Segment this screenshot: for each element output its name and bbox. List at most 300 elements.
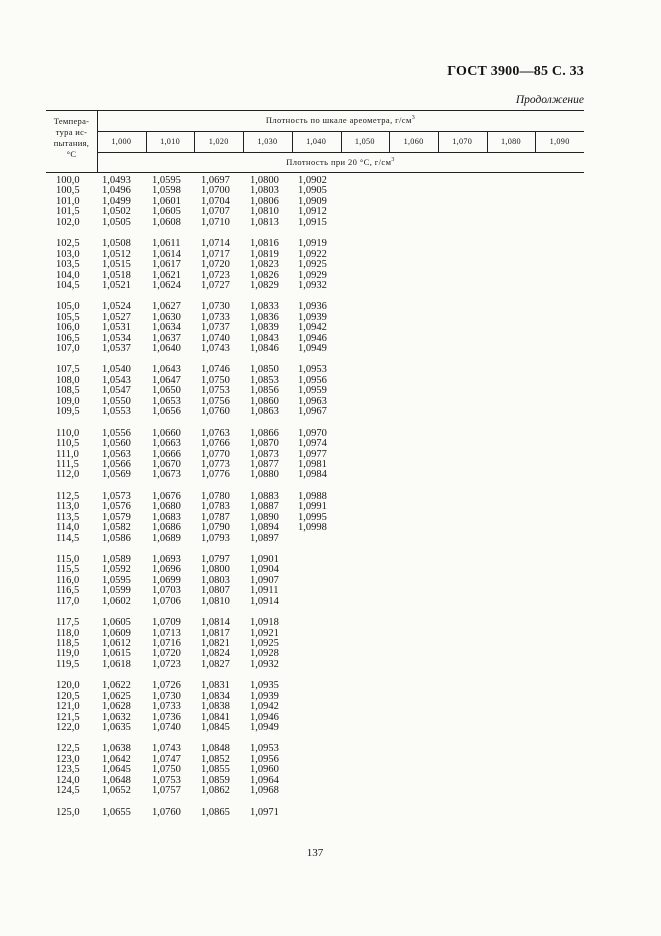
density-cell: 1,0625 — [102, 690, 131, 702]
table-row — [46, 660, 584, 670]
density-cell: 1,0624 — [152, 279, 181, 291]
density-cell: 1,0914 — [250, 595, 279, 607]
temperature-cell: 107,0 — [56, 343, 80, 355]
density-cell: 1,0991 — [298, 501, 327, 513]
density-cell: 1,0760 — [152, 806, 181, 818]
density-cell: 1,0953 — [298, 364, 327, 376]
density-cell: 1,0873 — [250, 448, 279, 460]
density-cell: 1,0713 — [152, 627, 181, 639]
temperature-cell: 105,5 — [56, 311, 80, 323]
density-cell: 1,0726 — [152, 680, 181, 692]
density-cell: 1,0946 — [298, 332, 327, 344]
temperature-cell: 121,0 — [56, 701, 80, 713]
density-cell: 1,0605 — [102, 617, 131, 629]
density-cell: 1,0524 — [102, 301, 131, 313]
temperature-cell: 104,0 — [56, 269, 80, 281]
row-group — [46, 365, 584, 417]
density-cell: 1,0720 — [201, 259, 230, 271]
density-cell: 1,0807 — [201, 585, 230, 597]
density-cell: 1,0894 — [250, 522, 279, 534]
row-group — [46, 744, 584, 796]
density-cell: 1,0838 — [201, 701, 230, 713]
table-row — [46, 470, 584, 480]
density-cell: 1,0696 — [152, 564, 181, 576]
density-cell: 1,0730 — [201, 301, 230, 313]
temperature-cell: 109,5 — [56, 406, 80, 418]
density-cell: 1,0746 — [201, 364, 230, 376]
density-cell: 1,0612 — [102, 638, 131, 649]
density-cell: 1,0553 — [102, 406, 131, 418]
density-cell: 1,0592 — [102, 564, 131, 576]
temperature-cell: 120,0 — [56, 680, 80, 692]
table-body — [46, 176, 584, 829]
density-cell: 1,0865 — [201, 806, 230, 818]
density-cell: 1,0829 — [250, 279, 279, 291]
density-cell: 1,0730 — [152, 690, 181, 702]
density-cell: 1,0817 — [201, 627, 230, 639]
density-cell: 1,0723 — [152, 658, 181, 670]
temperature-cell: 117,0 — [56, 595, 80, 607]
density-cell: 1,0733 — [152, 701, 181, 713]
density-cell: 1,0929 — [298, 269, 327, 281]
hydrometer-value-cell: 1,040 — [306, 137, 327, 146]
density-cell: 1,0634 — [152, 322, 181, 334]
temperature-cell: 118,0 — [56, 627, 80, 639]
density-cell: 1,0984 — [298, 469, 327, 481]
temperature-cell: 124,5 — [56, 785, 80, 797]
density-cell: 1,0611 — [152, 238, 181, 250]
density-cell: 1,0716 — [152, 638, 181, 649]
table-row — [46, 439, 584, 449]
temperature-cell: 106,0 — [56, 322, 80, 334]
density-cell: 1,0925 — [298, 259, 327, 271]
temperature-cell: 110,0 — [56, 427, 80, 439]
density-cell: 1,0823 — [250, 259, 279, 271]
density-cell: 1,0704 — [201, 195, 230, 207]
temperature-cell: 110,5 — [56, 438, 80, 450]
density-cell: 1,0502 — [102, 206, 131, 218]
temperature-cell: 100,5 — [56, 185, 80, 197]
density-cell: 1,0599 — [102, 585, 131, 597]
temperature-cell: 119,0 — [56, 648, 80, 660]
density-cell: 1,0518 — [102, 269, 131, 281]
temperature-cell: 103,5 — [56, 259, 80, 271]
table-row — [46, 218, 584, 228]
temperature-cell: 119,5 — [56, 658, 80, 670]
table-row — [46, 534, 584, 544]
density-cell: 1,0935 — [250, 680, 279, 692]
hydrometer-value-cell: 1,050 — [354, 137, 375, 146]
table-row — [46, 723, 584, 733]
density-cell: 1,0697 — [201, 175, 230, 186]
density-cell: 1,0733 — [201, 311, 230, 323]
density-cell: 1,0757 — [152, 785, 181, 797]
temperature-cell: 113,0 — [56, 501, 80, 513]
density-cell: 1,0531 — [102, 322, 131, 334]
density-cell: 1,0977 — [298, 448, 327, 460]
density-cell: 1,0689 — [152, 532, 181, 544]
row-group — [46, 492, 584, 544]
density-cell: 1,0707 — [201, 206, 230, 218]
density-cell: 1,0663 — [152, 438, 181, 450]
density-cell: 1,0816 — [250, 238, 279, 250]
temperature-cell: 122,0 — [56, 722, 80, 734]
density-cell: 1,0862 — [201, 785, 230, 797]
density-cell: 1,0653 — [152, 395, 181, 407]
density-cell: 1,0901 — [250, 553, 279, 565]
density-cell: 1,0942 — [298, 322, 327, 334]
density-cell: 1,0673 — [152, 469, 181, 481]
density-cell: 1,0905 — [298, 185, 327, 197]
density-cell: 1,0496 — [102, 185, 131, 197]
density-cell: 1,0582 — [102, 522, 131, 534]
temperature-cell: 121,5 — [56, 711, 80, 723]
temperature-cell: 124,0 — [56, 774, 80, 786]
density-cell: 1,0942 — [250, 701, 279, 713]
temperature-cell: 125,0 — [56, 806, 80, 818]
density-cell: 1,0877 — [250, 458, 279, 470]
density-cell: 1,0856 — [250, 385, 279, 397]
density-cell: 1,0615 — [102, 648, 131, 660]
density-cell: 1,0904 — [250, 564, 279, 576]
density-cell: 1,0660 — [152, 427, 181, 439]
density-cell: 1,0810 — [201, 595, 230, 607]
density-cell: 1,0850 — [250, 364, 279, 376]
temperature-cell: 115,0 — [56, 553, 80, 565]
density-cell: 1,0836 — [250, 311, 279, 323]
density-cell: 1,0666 — [152, 448, 181, 460]
density-cell: 1,0540 — [102, 364, 131, 376]
table-header — [46, 110, 584, 172]
density-cell: 1,0974 — [298, 438, 327, 450]
density-cell: 1,0813 — [250, 216, 279, 228]
density-cell: 1,0922 — [298, 248, 327, 260]
density-cell: 1,0790 — [201, 522, 230, 534]
density-cell: 1,0883 — [250, 490, 279, 502]
density-cell: 1,0720 — [152, 648, 181, 660]
hydrometer-value-cell: 1,060 — [403, 137, 424, 146]
temperature-cell: 114,5 — [56, 532, 80, 544]
density-cell: 1,0953 — [250, 743, 279, 755]
density-cell: 1,0912 — [298, 206, 327, 218]
density-cell: 1,0747 — [152, 753, 181, 765]
density-cell: 1,0756 — [201, 395, 230, 407]
density-cell: 1,0753 — [201, 385, 230, 397]
temperature-cell: 115,5 — [56, 564, 80, 576]
density-cell: 1,0740 — [201, 332, 230, 344]
density-cell: 1,0870 — [250, 438, 279, 450]
density-cell: 1,0652 — [102, 785, 131, 797]
density-cell: 1,0981 — [298, 458, 327, 470]
density-cell: 1,0743 — [201, 343, 230, 355]
density-cell: 1,0890 — [250, 511, 279, 523]
table-row — [46, 260, 584, 270]
density-cell: 1,0949 — [298, 343, 327, 355]
temperature-cell: 112,0 — [56, 469, 80, 481]
density-cell: 1,0656 — [152, 406, 181, 418]
row-group — [46, 429, 584, 481]
temperature-cell: 107,5 — [56, 364, 80, 376]
density-cell: 1,0855 — [201, 764, 230, 776]
hydrometer-scale-header: Плотность по шкале ареометра, $г/см^3$ — [265, 115, 416, 125]
row-group — [46, 176, 584, 228]
row-group — [46, 555, 584, 607]
density-cell: 1,0848 — [201, 743, 230, 755]
density-cell: 1,0621 — [152, 269, 181, 281]
table-row — [46, 407, 584, 417]
density-cell: 1,0710 — [201, 216, 230, 228]
temperature-cell: 117,5 — [56, 617, 80, 629]
density-cell: 1,0643 — [152, 364, 181, 376]
hydrometer-value-cell: 1,080 — [500, 137, 521, 146]
density-cell: 1,0793 — [201, 532, 230, 544]
density-cell: 1,0833 — [250, 301, 279, 313]
temperature-column-header: Темпера- тура ис- пытания, °С — [53, 116, 90, 159]
document-reference: ГОСТ 3900—85 С. 33 — [447, 64, 584, 79]
density-cell: 1,0556 — [102, 427, 131, 439]
density-cell: 1,0860 — [250, 395, 279, 407]
density-cell: 1,0534 — [102, 332, 131, 344]
density-cell: 1,0703 — [152, 585, 181, 597]
density-cell: 1,0800 — [250, 175, 279, 186]
density-at-20-header: Плотность при 20 °С, $г/см^3$ — [286, 157, 395, 167]
temperature-cell: 101,5 — [56, 206, 80, 218]
density-cell: 1,0608 — [152, 216, 181, 228]
density-cell: 1,0843 — [250, 332, 279, 344]
density-cell: 1,0601 — [152, 195, 181, 207]
density-cell: 1,0949 — [250, 722, 279, 734]
density-cell: 1,0680 — [152, 501, 181, 513]
density-cell: 1,0717 — [201, 248, 230, 260]
density-cell: 1,0824 — [201, 648, 230, 660]
density-cell: 1,0918 — [250, 617, 279, 629]
density-cell: 1,0750 — [152, 764, 181, 776]
density-cell: 1,0925 — [250, 638, 279, 649]
density-cell: 1,0911 — [250, 585, 279, 597]
density-cell: 1,0609 — [102, 627, 131, 639]
density-cell: 1,0936 — [298, 301, 327, 313]
density-cell: 1,0614 — [152, 248, 181, 260]
density-cell: 1,0563 — [102, 448, 131, 460]
density-cell: 1,0852 — [201, 753, 230, 765]
density-cell: 1,0939 — [250, 690, 279, 702]
density-cell: 1,0866 — [250, 427, 279, 439]
temperature-cell: 102,5 — [56, 238, 80, 250]
density-cell: 1,0988 — [298, 490, 327, 502]
density-cell: 1,0627 — [152, 301, 181, 313]
temperature-cell: 120,5 — [56, 690, 80, 702]
density-cell: 1,0915 — [298, 216, 327, 228]
density-cell: 1,0810 — [250, 206, 279, 218]
density-cell: 1,0902 — [298, 175, 327, 186]
density-cell: 1,0537 — [102, 343, 131, 355]
row-group — [46, 302, 584, 354]
density-cell: 1,0579 — [102, 511, 131, 523]
density-cell: 1,0740 — [152, 722, 181, 734]
density-cell: 1,0970 — [298, 427, 327, 439]
continuation-label: Продолжение — [515, 94, 584, 106]
density-cell: 1,0622 — [102, 680, 131, 692]
density-cell: 1,0783 — [201, 501, 230, 513]
density-cell: 1,0589 — [102, 553, 131, 565]
density-cell: 1,0543 — [102, 374, 131, 386]
density-cell: 1,0723 — [201, 269, 230, 281]
density-cell: 1,0839 — [250, 322, 279, 334]
row-group — [46, 239, 584, 291]
density-cell: 1,0998 — [298, 522, 327, 534]
density-cell: 1,0827 — [201, 658, 230, 670]
temperature-cell: 122,5 — [56, 743, 80, 755]
density-cell: 1,0826 — [250, 269, 279, 281]
temperature-cell: 102,0 — [56, 216, 80, 228]
row-group — [46, 681, 584, 733]
density-cell: 1,0797 — [201, 553, 230, 565]
density-cell: 1,0569 — [102, 469, 131, 481]
density-cell: 1,0515 — [102, 259, 131, 271]
density-cell: 1,0635 — [102, 722, 131, 734]
hydrometer-value-cell: 1,000 — [111, 137, 132, 146]
temperature-cell: 116,5 — [56, 585, 80, 597]
density-cell: 1,0505 — [102, 216, 131, 228]
density-cell: 1,0547 — [102, 385, 131, 397]
density-cell: 1,0618 — [102, 658, 131, 670]
density-cell: 1,0743 — [152, 743, 181, 755]
density-cell: 1,0527 — [102, 311, 131, 323]
temperature-cell: 118,5 — [56, 638, 80, 649]
density-cell: 1,0946 — [250, 711, 279, 723]
table-row — [46, 344, 584, 354]
density-cell: 1,0776 — [201, 469, 230, 481]
density-cell: 1,0773 — [201, 458, 230, 470]
temperature-cell: 112,5 — [56, 490, 80, 502]
density-cell: 1,0841 — [201, 711, 230, 723]
page-number: 137 — [306, 847, 324, 859]
density-cell: 1,0670 — [152, 458, 181, 470]
density-cell: 1,0598 — [152, 185, 181, 197]
density-cell: 1,0928 — [250, 648, 279, 660]
density-cell: 1,0932 — [250, 658, 279, 670]
row-group — [46, 808, 584, 818]
density-cell: 1,0736 — [152, 711, 181, 723]
density-cell: 1,0956 — [298, 374, 327, 386]
temperature-cell: 123,0 — [56, 753, 80, 765]
hydrometer-value-cell: 1,030 — [257, 137, 278, 146]
density-cell: 1,0967 — [298, 406, 327, 418]
density-cell: 1,0560 — [102, 438, 131, 450]
temperature-cell: 101,0 — [56, 195, 80, 207]
density-cell: 1,0846 — [250, 343, 279, 355]
density-cell: 1,0700 — [201, 185, 230, 197]
density-cell: 1,0642 — [102, 753, 131, 765]
density-cell: 1,0699 — [152, 574, 181, 586]
density-cell: 1,0803 — [201, 574, 230, 586]
density-cell: 1,0814 — [201, 617, 230, 629]
density-cell: 1,0821 — [201, 638, 230, 649]
density-cell: 1,0550 — [102, 395, 131, 407]
table-row — [46, 808, 584, 818]
density-cell: 1,0887 — [250, 501, 279, 513]
temperature-cell: 116,0 — [56, 574, 80, 586]
density-cell: 1,0968 — [250, 785, 279, 797]
density-cell: 1,0766 — [201, 438, 230, 450]
hydrometer-value-cell: 1,090 — [549, 137, 570, 146]
density-cell: 1,0499 — [102, 195, 131, 207]
density-cell: 1,0932 — [298, 279, 327, 291]
temperature-cell: 111,0 — [56, 448, 79, 460]
density-cell: 1,0770 — [201, 448, 230, 460]
density-cell: 1,0959 — [298, 385, 327, 397]
density-cell: 1,0521 — [102, 279, 131, 291]
density-cell: 1,0676 — [152, 490, 181, 502]
density-cell: 1,0853 — [250, 374, 279, 386]
density-cell: 1,0831 — [201, 680, 230, 692]
temperature-cell: 108,0 — [56, 374, 80, 386]
density-cell: 1,0971 — [250, 806, 279, 818]
temperature-cell: 108,5 — [56, 385, 80, 397]
table-row — [46, 597, 584, 607]
temperature-cell: 113,5 — [56, 511, 80, 523]
temperature-cell: 111,5 — [56, 458, 79, 470]
density-cell: 1,0859 — [201, 774, 230, 786]
density-cell: 1,0819 — [250, 248, 279, 260]
density-cell: 1,0800 — [201, 564, 230, 576]
density-cell: 1,0693 — [152, 553, 181, 565]
density-cell: 1,0586 — [102, 532, 131, 544]
density-cell: 1,0960 — [250, 764, 279, 776]
density-cell: 1,0897 — [250, 532, 279, 544]
density-cell: 1,0595 — [152, 175, 181, 186]
density-cell: 1,0576 — [102, 501, 131, 513]
density-cell: 1,0806 — [250, 195, 279, 207]
density-cell: 1,0637 — [152, 332, 181, 344]
density-cell: 1,0880 — [250, 469, 279, 481]
density-cell: 1,0995 — [298, 511, 327, 523]
density-cell: 1,0632 — [102, 711, 131, 723]
density-cell: 1,0753 — [152, 774, 181, 786]
density-cell: 1,0605 — [152, 206, 181, 218]
density-cell: 1,0508 — [102, 238, 131, 250]
density-cell: 1,0863 — [250, 406, 279, 418]
density-cell: 1,0650 — [152, 385, 181, 397]
hydrometer-value-cell: 1,010 — [160, 137, 180, 146]
density-cell: 1,0512 — [102, 248, 131, 260]
density-cell: 1,0493 — [102, 175, 131, 186]
density-cell: 1,0630 — [152, 311, 181, 323]
density-cell: 1,0760 — [201, 406, 230, 418]
density-cell: 1,0909 — [298, 195, 327, 207]
density-cell: 1,0737 — [201, 322, 230, 334]
density-cell: 1,0803 — [250, 185, 279, 197]
density-cell: 1,0628 — [102, 701, 131, 713]
density-cell: 1,0763 — [201, 427, 230, 439]
temperature-cell: 104,5 — [56, 279, 80, 291]
density-cell: 1,0964 — [250, 774, 279, 786]
density-cell: 1,0648 — [102, 774, 131, 786]
temperature-cell: 100,0 — [56, 175, 80, 186]
temperature-cell: 105,0 — [56, 301, 80, 313]
temperature-cell: 123,5 — [56, 764, 80, 776]
density-cell: 1,0727 — [201, 279, 230, 291]
density-cell: 1,0919 — [298, 238, 327, 250]
density-cell: 1,0706 — [152, 595, 181, 607]
density-cell: 1,0686 — [152, 522, 181, 534]
density-cell: 1,0595 — [102, 574, 131, 586]
density-cell: 1,0640 — [152, 343, 181, 355]
temperature-cell: 109,0 — [56, 395, 80, 407]
density-cell: 1,0845 — [201, 722, 230, 734]
density-cell: 1,0750 — [201, 374, 230, 386]
density-cell: 1,0963 — [298, 395, 327, 407]
